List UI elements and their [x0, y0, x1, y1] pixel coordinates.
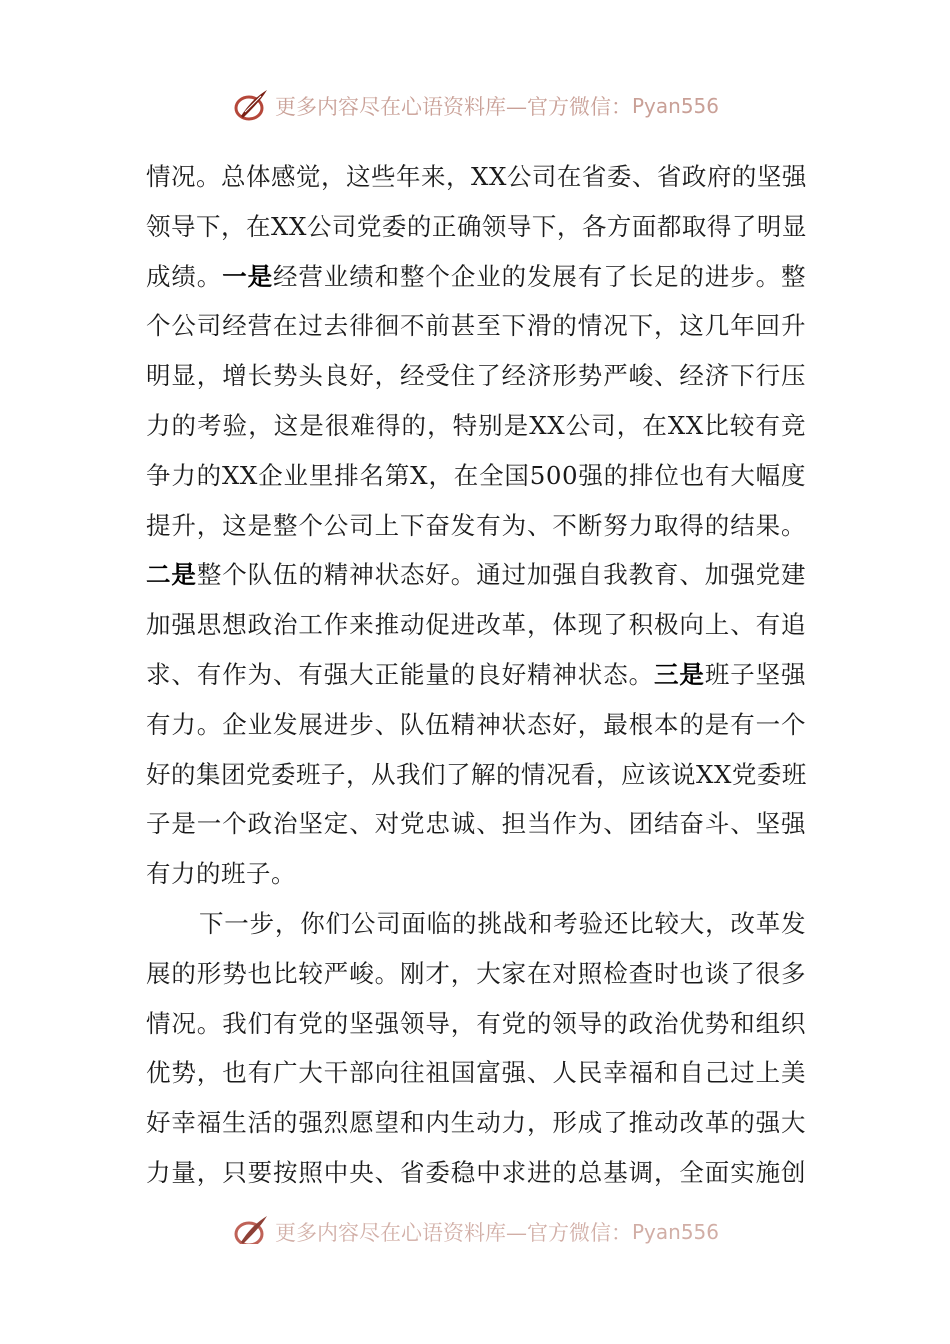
- bold-marker: 一是: [222, 261, 274, 291]
- body-line: 情况。总体感觉，这些年来，XX公司在省委、省政府的坚强: [146, 162, 807, 191]
- body-line: 有力。企业发展进步、队伍精神状态好，最根本的是有一个: [146, 709, 806, 739]
- body-line: 提升，这是整个公司上下奋发有为、不断努力取得的结果。: [146, 510, 806, 540]
- bold-marker: 二是: [146, 560, 197, 590]
- page-footer-watermark: [0, 1200, 950, 1244]
- body-line: 情况。我们有党的坚强领导，有党的领导的政治优势和组织: [146, 1008, 806, 1038]
- body-line: 领导下，在XX公司党委的正确领导下，各方面都取得了明显: [146, 211, 807, 241]
- body-line: 加强思想政治工作来推动促进改革，体现了积极向上、有追: [146, 610, 806, 640]
- body-line: 成绩。一是经营业绩和整个企业的发展有了长足的进步。整: [146, 261, 807, 291]
- body-line: 二是整个队伍的精神状态好。通过加强自我教育、加强党建: [146, 560, 807, 590]
- bold-marker: 三是: [654, 659, 705, 689]
- body-line: 好幸福生活的强烈愿望和内生动力，形成了推动改革的强大: [146, 1108, 806, 1138]
- quill-ring-logo-icon: [231, 1212, 271, 1244]
- body-line: 求、有作为、有强大正能量的良好精神状态。三是班子坚强: [146, 659, 807, 689]
- header-brand-id: Pyan556: [631, 94, 719, 118]
- document-body: [146, 152, 806, 1198]
- body-line: 优势，也有广大干部向往祖国富强、人民幸福和自己过上美: [146, 1058, 806, 1088]
- header-brand-text: 更多内容尽在心语资料库—官方微信：: [274, 95, 632, 119]
- body-line-paragraph-start: 下一步，你们公司面临的挑战和考验还比较大，改革发: [199, 908, 806, 938]
- body-line: 力的考验，这是很难得的，特别是XX公司，在XX比较有竞: [146, 410, 806, 440]
- body-line: 好的集团党委班子，从我们了解的情况看，应该说XX党委班: [146, 759, 807, 789]
- quill-ring-logo-icon: [231, 86, 271, 126]
- footer-brand-id: Pyan556: [631, 1220, 719, 1244]
- body-line: 争力的XX企业里排名第X，在全国500强的排位也有大幅度: [146, 460, 806, 490]
- body-line: 个公司经营在过去徘徊不前甚至下滑的情况下，这几年回升: [146, 311, 806, 341]
- footer-brand-text: 更多内容尽在心语资料库—官方微信：: [274, 1221, 632, 1244]
- body-line: 展的形势也比较严峻。刚才，大家在对照检查时也谈了很多: [146, 958, 806, 988]
- body-line: 子是一个政治坚定、对党忠诚、担当作为、团结奋斗、坚强: [146, 809, 806, 839]
- body-line: 明显，增长势头良好，经受住了经济形势严峻、经济下行压: [146, 361, 806, 391]
- body-line: 有力的班子。: [146, 859, 296, 889]
- body-line: 力量，只要按照中央、省委稳中求进的总基调，全面实施创: [146, 1157, 806, 1187]
- page-header-watermark: [0, 78, 950, 134]
